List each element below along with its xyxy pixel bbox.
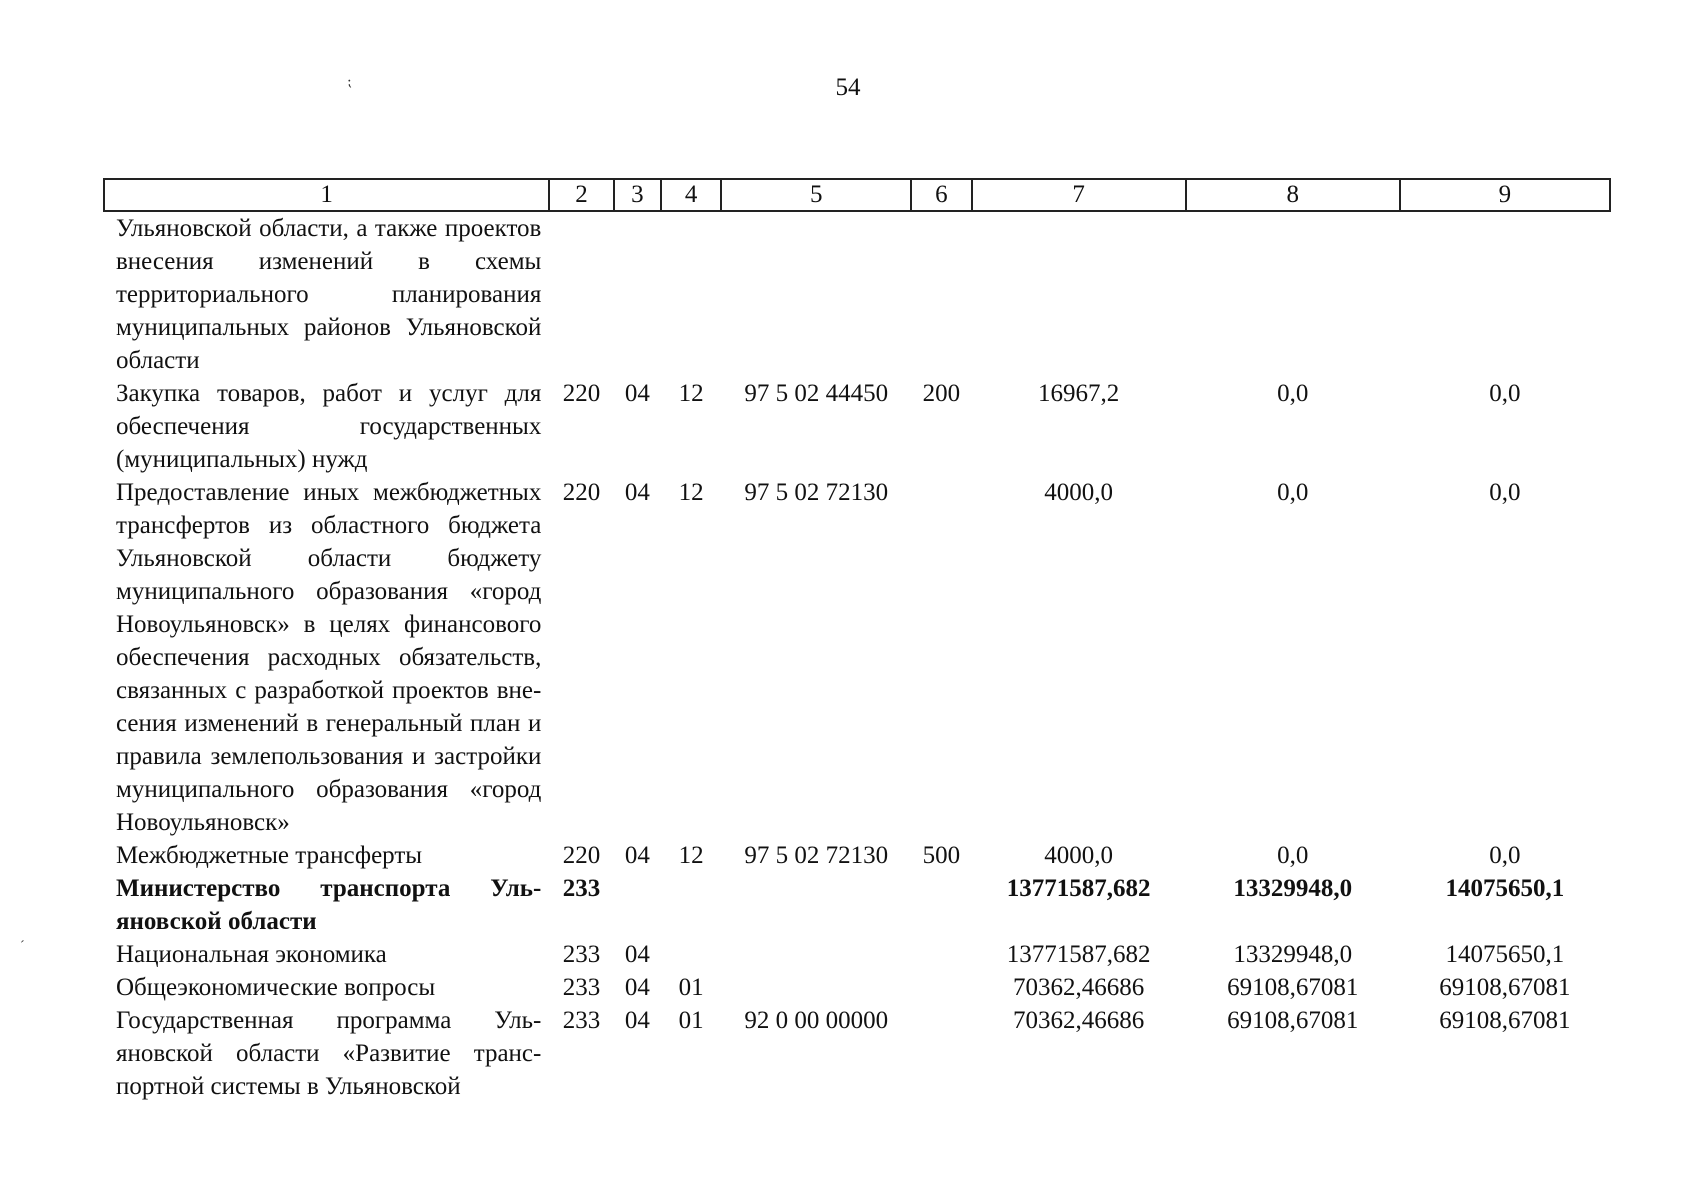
subsection-code: 01 (678, 974, 704, 1001)
subsection-code: 12 (678, 479, 704, 506)
expense-type-code (911, 211, 971, 377)
table-row (104, 1004, 1610, 1103)
target-article-code: 97 5 02 72130 (744, 479, 889, 506)
amount-col9: 14075650,1 (1445, 941, 1565, 968)
amount-col8: 13329948,0 (1233, 875, 1353, 902)
target-article-code: 92 0 00 00000 (744, 1007, 889, 1034)
section-code: 04 (624, 974, 650, 1001)
target-article-code (721, 872, 911, 938)
target-article-code: 97 5 02 72130 (744, 842, 889, 869)
subsection-code: 12 (678, 380, 704, 407)
amount-col7: 13771587,682 (1006, 941, 1151, 968)
section-code: 04 (624, 1007, 650, 1034)
row-name: Министерство транспорта Ульяновской области (116, 875, 542, 935)
row-name: Закупка товаров, работ и услуг для обеспечения государственных (муниципальных) нужд (116, 380, 542, 473)
row-name: Национальная экономика (116, 941, 387, 968)
subsection-code (661, 938, 721, 971)
amount-col9: 69108,67081 (1439, 1007, 1571, 1034)
ministry-code: 233 (562, 941, 601, 968)
budget-table (103, 178, 1611, 1103)
target-article-code (721, 938, 911, 971)
amount-col9: 14075650,1 (1445, 875, 1565, 902)
row-name: Предоставление иных межбюджетных трансфертов из областного бюджета Ульяновской области бюджету муниципального образования «город Новоульяновск» в целях финансового обеспечения расходных обязательств, связанных с разработкой проектов внесения изменений в генеральный план и правила землепользования и застройки муниципального образования «город Новоульяновск» (116, 479, 542, 836)
amount-col7: 4000,0 (1044, 479, 1113, 506)
ministry-code (549, 211, 613, 377)
ministry-code: 233 (562, 875, 601, 902)
scan-speck: ˊ (20, 939, 25, 954)
amount-col9: 0,0 (1489, 380, 1521, 407)
amount-col9: 69108,67081 (1439, 974, 1571, 1001)
column-header-1: 1 (104, 179, 549, 211)
column-header-7: 7 (972, 179, 1186, 211)
amount-col8: 0,0 (1277, 479, 1309, 506)
amount-col7: 16967,2 (1038, 380, 1120, 407)
amount-col9 (1400, 211, 1610, 377)
ministry-code: 220 (562, 479, 601, 506)
ministry-code: 233 (562, 974, 601, 1001)
amount-col7: 13771587,682 (1006, 875, 1151, 902)
target-article-code (721, 211, 911, 377)
table-header-row (104, 179, 1610, 211)
table-row (104, 377, 1610, 476)
amount-col8 (1186, 211, 1400, 377)
subsection-code: 01 (678, 1007, 704, 1034)
row-name: Ульяновской области, а также проектов внесения изменений в схемы территориального планирования муниципальных районов Ульяновской области (116, 215, 542, 374)
section-code (614, 872, 661, 938)
amount-col8: 13329948,0 (1233, 941, 1353, 968)
column-header-4: 4 (661, 179, 721, 211)
page-number: 54 (835, 74, 861, 101)
table-row (104, 971, 1610, 1004)
table-row (104, 211, 1610, 377)
table-row (104, 872, 1610, 938)
column-header-3: 3 (614, 179, 661, 211)
amount-col8: 0,0 (1277, 842, 1309, 869)
subsection-code (661, 872, 721, 938)
amount-col7: 70362,46686 (1013, 974, 1145, 1001)
column-header-8: 8 (1186, 179, 1400, 211)
section-code: 04 (624, 941, 650, 968)
ministry-code: 220 (562, 380, 601, 407)
expense-type-code: 200 (922, 380, 961, 407)
amount-col7: 4000,0 (1044, 842, 1113, 869)
amount-col9: 0,0 (1489, 479, 1521, 506)
ministry-code: 220 (562, 842, 601, 869)
section-code: 04 (624, 842, 650, 869)
table-row (104, 476, 1610, 839)
column-header-6: 6 (911, 179, 971, 211)
expense-type-code (911, 1004, 971, 1103)
expense-type-code (911, 938, 971, 971)
expense-type-code: 500 (922, 842, 961, 869)
expense-type-code (911, 476, 971, 839)
amount-col7 (972, 211, 1186, 377)
amount-col9: 0,0 (1489, 842, 1521, 869)
row-name: Межбюджетные трансферты (116, 842, 423, 869)
column-header-5: 5 (721, 179, 911, 211)
scan-speck: ⁏ (347, 75, 352, 90)
amount-col7: 70362,46686 (1013, 1007, 1145, 1034)
ministry-code: 233 (562, 1007, 601, 1034)
target-article-code (721, 971, 911, 1004)
expense-type-code (911, 872, 971, 938)
target-article-code: 97 5 02 44450 (744, 380, 889, 407)
amount-col8: 0,0 (1277, 380, 1309, 407)
expense-type-code (911, 971, 971, 1004)
section-code: 04 (624, 479, 650, 506)
table-row (104, 938, 1610, 971)
amount-col8: 69108,67081 (1227, 1007, 1359, 1034)
table-row (104, 839, 1610, 872)
column-header-9: 9 (1400, 179, 1610, 211)
row-name: Общеэкономические вопросы (116, 974, 436, 1001)
section-code (614, 211, 661, 377)
subsection-code: 12 (678, 842, 704, 869)
column-header-2: 2 (549, 179, 613, 211)
subsection-code (661, 211, 721, 377)
row-name: Государственная программа Ульяновской области «Развитие транспортной системы в Ульяновской (116, 1007, 542, 1100)
amount-col8: 69108,67081 (1227, 974, 1359, 1001)
section-code: 04 (624, 380, 650, 407)
